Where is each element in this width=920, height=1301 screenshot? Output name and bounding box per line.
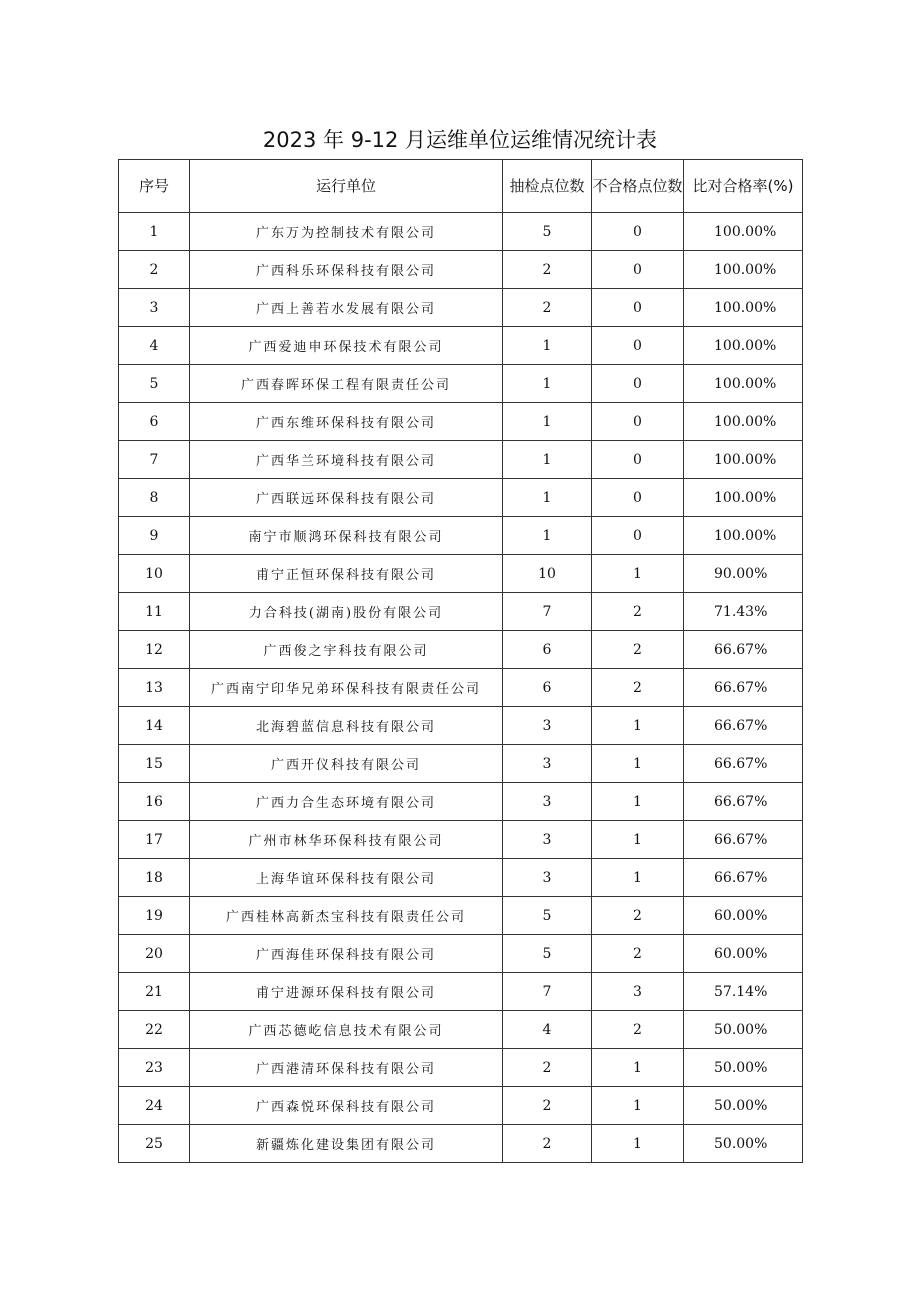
cell-sampled: 3 [503, 745, 592, 783]
cell-rate: 60.00% [684, 897, 803, 935]
cell-index: 22 [119, 1011, 190, 1049]
cell-rate: 100.00% [684, 517, 803, 555]
cell-rate: 66.67% [684, 783, 803, 821]
table-body [119, 213, 803, 1163]
table-row [119, 1125, 803, 1163]
cell-sampled: 3 [503, 707, 592, 745]
cell-index: 24 [119, 1087, 190, 1125]
cell-unit: 甫宁进源环保科技有限公司 [190, 973, 503, 1011]
cell-unit: 力合科技(湖南)股份有限公司 [190, 593, 503, 631]
cell-rate: 50.00% [684, 1011, 803, 1049]
cell-sampled: 3 [503, 783, 592, 821]
table-row [119, 783, 803, 821]
cell-unit: 上海华谊环保科技有限公司 [190, 859, 503, 897]
cell-rate: 71.43% [684, 593, 803, 631]
cell-unit: 北海碧蓝信息科技有限公司 [190, 707, 503, 745]
cell-rate: 100.00% [684, 327, 803, 365]
cell-rate: 66.67% [684, 631, 803, 669]
table-row [119, 251, 803, 289]
header-failed: 不合格点位数 [592, 160, 684, 213]
cell-index: 12 [119, 631, 190, 669]
cell-index: 17 [119, 821, 190, 859]
cell-index: 14 [119, 707, 190, 745]
table-row [119, 859, 803, 897]
cell-unit: 广州市林华环保科技有限公司 [190, 821, 503, 859]
cell-unit: 广西海佳环保科技有限公司 [190, 935, 503, 973]
table-row [119, 707, 803, 745]
cell-index: 5 [119, 365, 190, 403]
header-unit: 运行单位 [190, 160, 503, 213]
cell-failed: 2 [592, 897, 684, 935]
cell-rate: 66.67% [684, 707, 803, 745]
cell-sampled: 2 [503, 1049, 592, 1087]
cell-index: 19 [119, 897, 190, 935]
table-row [119, 517, 803, 555]
statistics-table [118, 159, 803, 1163]
page-title: 2023 年 9-12 月运维单位运维情况统计表 [262, 128, 658, 152]
cell-index: 6 [119, 403, 190, 441]
cell-sampled: 1 [503, 365, 592, 403]
header-index: 序号 [119, 160, 190, 213]
cell-unit: 广西南宁印华兄弟环保科技有限责任公司 [190, 669, 503, 707]
table-row [119, 897, 803, 935]
table-row [119, 289, 803, 327]
cell-failed: 0 [592, 327, 684, 365]
cell-sampled: 1 [503, 517, 592, 555]
cell-index: 13 [119, 669, 190, 707]
table-row [119, 631, 803, 669]
cell-unit: 甫宁正恒环保科技有限公司 [190, 555, 503, 593]
table-row [119, 669, 803, 707]
cell-failed: 0 [592, 517, 684, 555]
header-rate: 比对合格率(%) [684, 160, 803, 213]
cell-unit: 广西东维环保科技有限公司 [190, 403, 503, 441]
cell-index: 21 [119, 973, 190, 1011]
cell-index: 3 [119, 289, 190, 327]
cell-index: 1 [119, 213, 190, 251]
table-row [119, 593, 803, 631]
cell-failed: 1 [592, 1125, 684, 1163]
cell-sampled: 6 [503, 631, 592, 669]
table-row [119, 479, 803, 517]
cell-rate: 60.00% [684, 935, 803, 973]
cell-failed: 0 [592, 441, 684, 479]
cell-failed: 2 [592, 935, 684, 973]
table-row [119, 441, 803, 479]
table-row [119, 327, 803, 365]
cell-unit: 广西芯德屹信息技术有限公司 [190, 1011, 503, 1049]
cell-rate: 66.67% [684, 745, 803, 783]
cell-sampled: 3 [503, 821, 592, 859]
cell-failed: 1 [592, 859, 684, 897]
cell-index: 4 [119, 327, 190, 365]
cell-sampled: 7 [503, 973, 592, 1011]
cell-failed: 2 [592, 1011, 684, 1049]
cell-sampled: 1 [503, 441, 592, 479]
cell-unit: 新疆炼化建设集团有限公司 [190, 1125, 503, 1163]
cell-failed: 2 [592, 593, 684, 631]
cell-index: 11 [119, 593, 190, 631]
cell-unit: 南宁市顺鸿环保科技有限公司 [190, 517, 503, 555]
cell-sampled: 10 [503, 555, 592, 593]
cell-rate: 50.00% [684, 1087, 803, 1125]
cell-sampled: 2 [503, 1125, 592, 1163]
cell-sampled: 4 [503, 1011, 592, 1049]
cell-failed: 1 [592, 1087, 684, 1125]
cell-unit: 广西开仪科技有限公司 [190, 745, 503, 783]
cell-rate: 66.67% [684, 859, 803, 897]
cell-index: 7 [119, 441, 190, 479]
table-row [119, 555, 803, 593]
cell-unit: 广西森悦环保科技有限公司 [190, 1087, 503, 1125]
cell-failed: 3 [592, 973, 684, 1011]
cell-index: 18 [119, 859, 190, 897]
cell-failed: 1 [592, 783, 684, 821]
cell-index: 15 [119, 745, 190, 783]
cell-failed: 2 [592, 631, 684, 669]
cell-unit: 广西港清环保科技有限公司 [190, 1049, 503, 1087]
table-row [119, 821, 803, 859]
table-row [119, 973, 803, 1011]
cell-failed: 0 [592, 213, 684, 251]
cell-failed: 0 [592, 251, 684, 289]
cell-rate: 100.00% [684, 251, 803, 289]
cell-sampled: 5 [503, 897, 592, 935]
cell-failed: 0 [592, 289, 684, 327]
header-sampled: 抽检点位数 [503, 160, 592, 213]
cell-sampled: 6 [503, 669, 592, 707]
cell-failed: 1 [592, 1049, 684, 1087]
cell-index: 20 [119, 935, 190, 973]
cell-index: 8 [119, 479, 190, 517]
cell-unit: 广西华兰环境科技有限公司 [190, 441, 503, 479]
cell-rate: 66.67% [684, 821, 803, 859]
cell-unit: 广西桂林高新杰宝科技有限责任公司 [190, 897, 503, 935]
cell-sampled: 3 [503, 859, 592, 897]
cell-sampled: 1 [503, 403, 592, 441]
cell-sampled: 5 [503, 213, 592, 251]
table-row [119, 403, 803, 441]
cell-failed: 2 [592, 669, 684, 707]
cell-unit: 广西联远环保科技有限公司 [190, 479, 503, 517]
cell-index: 25 [119, 1125, 190, 1163]
cell-sampled: 7 [503, 593, 592, 631]
cell-failed: 1 [592, 745, 684, 783]
table-row [119, 935, 803, 973]
cell-index: 16 [119, 783, 190, 821]
cell-sampled: 1 [503, 479, 592, 517]
cell-failed: 1 [592, 707, 684, 745]
cell-sampled: 1 [503, 327, 592, 365]
cell-index: 10 [119, 555, 190, 593]
cell-rate: 50.00% [684, 1125, 803, 1163]
table-header-row [119, 160, 803, 213]
cell-sampled: 2 [503, 289, 592, 327]
table-row [119, 1011, 803, 1049]
cell-failed: 0 [592, 365, 684, 403]
table-row [119, 745, 803, 783]
cell-unit: 广东万为控制技术有限公司 [190, 213, 503, 251]
cell-index: 9 [119, 517, 190, 555]
cell-rate: 100.00% [684, 479, 803, 517]
cell-unit: 广西爱迪申环保技术有限公司 [190, 327, 503, 365]
cell-unit: 广西力合生态环境有限公司 [190, 783, 503, 821]
cell-failed: 1 [592, 555, 684, 593]
cell-sampled: 2 [503, 251, 592, 289]
cell-rate: 100.00% [684, 289, 803, 327]
cell-rate: 50.00% [684, 1049, 803, 1087]
cell-rate: 100.00% [684, 365, 803, 403]
cell-rate: 100.00% [684, 403, 803, 441]
cell-index: 23 [119, 1049, 190, 1087]
cell-index: 2 [119, 251, 190, 289]
table-row [119, 1049, 803, 1087]
cell-failed: 0 [592, 403, 684, 441]
cell-rate: 57.14% [684, 973, 803, 1011]
cell-unit: 广西科乐环保科技有限公司 [190, 251, 503, 289]
table-row [119, 1087, 803, 1125]
cell-unit: 广西俊之宇科技有限公司 [190, 631, 503, 669]
cell-rate: 100.00% [684, 213, 803, 251]
table-row [119, 213, 803, 251]
cell-unit: 广西春晖环保工程有限责任公司 [190, 365, 503, 403]
cell-rate: 100.00% [684, 441, 803, 479]
cell-unit: 广西上善若水发展有限公司 [190, 289, 503, 327]
cell-failed: 0 [592, 479, 684, 517]
cell-rate: 90.00% [684, 555, 803, 593]
cell-sampled: 2 [503, 1087, 592, 1125]
cell-rate: 66.67% [684, 669, 803, 707]
table-row [119, 365, 803, 403]
cell-sampled: 5 [503, 935, 592, 973]
cell-failed: 1 [592, 821, 684, 859]
